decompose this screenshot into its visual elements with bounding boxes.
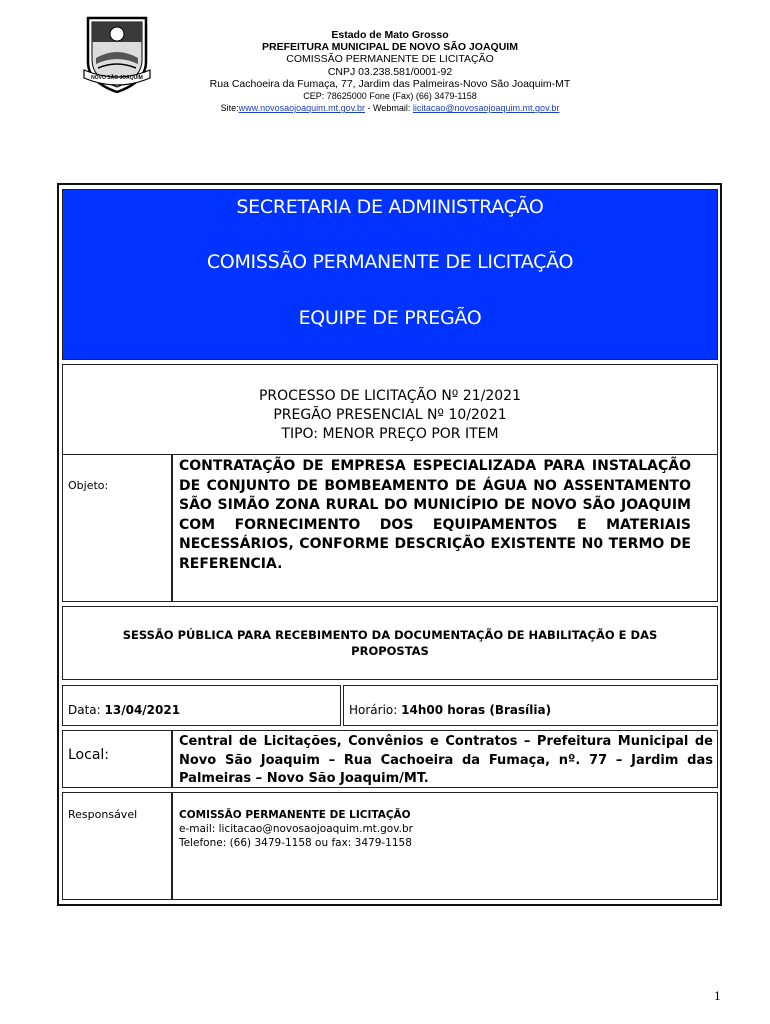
responsavel-phone: Telefone: (66) 3479-1158 ou fax: 3479-1158: [179, 837, 412, 849]
date-cell: [62, 685, 341, 726]
time-cell: [343, 685, 718, 726]
objeto-label-cell: [62, 454, 172, 602]
letterhead-prefeitura: PREFEITURA MUNICIPAL DE NOVO SÃO JOAQUIM: [262, 41, 518, 54]
responsavel-label-cell: [62, 792, 172, 900]
site-link[interactable]: www.novosaojoaquim.mt.gov.br: [238, 103, 366, 114]
letterhead-commission: COMISSÃO PERMANENTE DE LICITAÇÃO: [286, 53, 494, 66]
process-type: TIPO: MENOR PREÇO POR ITEM: [281, 426, 499, 442]
time-label: Horário:: [349, 703, 402, 717]
session-text: SESSÃO PÚBLICA PARA RECEBIMENTO DA DOCUMENTAÇÃO DE HABILITAÇÃO E DAS PROPOSTAS: [122, 628, 658, 658]
header-secretaria: SECRETARIA DE ADMINISTRAÇÃO: [236, 196, 544, 218]
letterhead: [180, 29, 600, 114]
header-pregao-team: EQUIPE DE PREGÃO: [298, 307, 482, 329]
time-value: 14h00 horas (Brasília): [401, 703, 552, 717]
svg-text:NOVO SÃO JOAQUIM: NOVO SÃO JOAQUIM: [91, 75, 143, 81]
local-label: Local:: [68, 747, 110, 763]
process-number: PROCESSO DE LICITAÇÃO Nº 21/2021: [258, 388, 521, 404]
date-label: Data:: [68, 703, 105, 717]
page-number: 1: [714, 990, 721, 1003]
local-text-cell: [172, 730, 718, 788]
letterhead-address: Rua Cachoeira da Fumaça, 77, Jardim das Palmeiras-Novo São Joaquim-MT: [209, 77, 571, 90]
webmail-label: - Webmail:: [365, 103, 413, 114]
responsavel-text-cell: [172, 792, 718, 900]
coat-of-arms-icon: [80, 12, 154, 96]
letterhead-cep: CEP: 78625000 Fone (Fax) (66) 3479-1158: [303, 91, 477, 102]
header-banner: [62, 189, 718, 360]
webmail-link[interactable]: licitacao@novosaojoaquim.mt.gov.br: [412, 103, 560, 114]
responsavel-label: Responsável: [68, 808, 138, 821]
objeto-text: CONTRATAÇÃO DE EMPRESA ESPECIALIZADA PARA INSTALAÇÃO DE CONJUNTO DE BOMBEAMENTO DE ÁGUA NO ASSENTAMENTO SÃO SIMÃO ZONA RURAL DO MUNICÍPIO DE NOVO SÃO JOAQUIM COM FORNECIMENTO DOS EQUIPAMENTOS E MATERIAIS NECESSÁRIOS, CONFORME DESCRIÇÃO EXISTENTE N0 TERMO DE REFERENCIA.: [179, 458, 691, 572]
responsavel-text: [179, 808, 413, 850]
letterhead-cnpj: CNPJ 03.238.581/0001-92: [327, 65, 453, 78]
objeto-text-cell: [172, 454, 718, 602]
process-heading: [63, 387, 717, 444]
responsavel-name: COMISSÃO PERMANENTE DE LICITAÇÃO: [179, 809, 411, 821]
session-box: [62, 606, 718, 680]
pregao-number: PREGÃO PRESENCIAL Nº 10/2021: [273, 407, 507, 423]
objeto-label: Objeto:: [68, 479, 109, 492]
date-value: 13/04/2021: [104, 703, 181, 717]
header-commission: COMISSÃO PERMANENTE DE LICITAÇÃO: [206, 251, 574, 273]
local-text: Central de Licitações, Convênios e Contratos – Prefeitura Municipal de Novo São Joaquim – Rua Cachoeira da Fumaça, nº. 77 – Jardim das Palmeiras – Novo São Joaquim/MT.: [179, 734, 713, 786]
responsavel-email: e-mail: licitacao@novosaojoaquim.mt.gov.br: [179, 823, 413, 835]
local-label-cell: [62, 730, 172, 788]
letterhead-site-line: [180, 102, 600, 114]
letterhead-state: Estado de Mato Grosso: [331, 29, 449, 41]
site-label: Site:: [220, 103, 239, 114]
